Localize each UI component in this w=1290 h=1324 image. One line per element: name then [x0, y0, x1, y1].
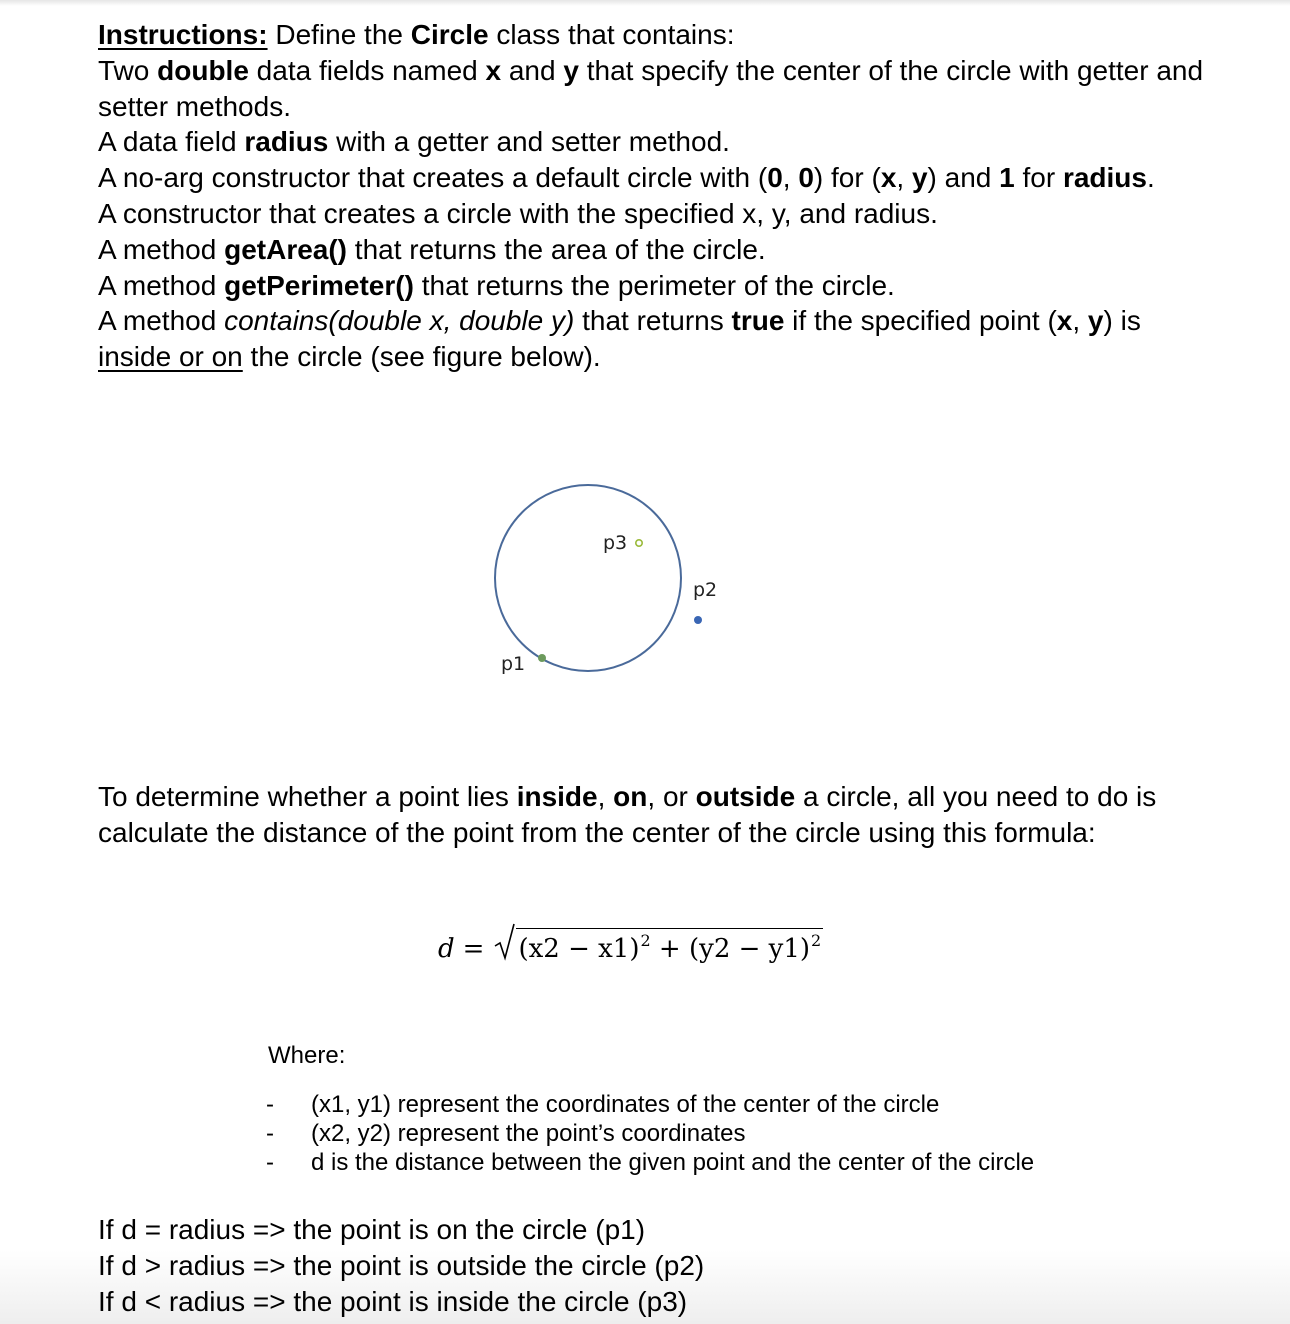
list-item-text: (x2, y2) represent the point’s coordinates	[311, 1120, 746, 1147]
formula-lhs: d	[438, 934, 455, 964]
text-bold: Circle	[410, 19, 489, 50]
text-italic: contains(double x, double y)	[224, 305, 575, 337]
text: the circle (see figure below).	[242, 341, 601, 373]
text: A method	[98, 305, 225, 337]
text: that specify the center of the circle with getter and setter methods.	[98, 54, 1204, 122]
text: A method	[98, 233, 225, 265]
text-bold: 0	[798, 162, 814, 194]
text: Two	[98, 54, 158, 86]
circle-figure	[480, 470, 740, 690]
text: if the specified point (	[784, 305, 1057, 337]
text-bold: radius	[244, 126, 329, 158]
rule-inside: If d < radius => the point is inside the circle (p3)	[98, 1286, 688, 1317]
text-bold: y	[911, 162, 928, 194]
bullet-dash: -	[266, 1120, 274, 1147]
text: Define the	[267, 19, 411, 50]
text-underlined: inside or on	[98, 341, 243, 373]
instruction-constructor: A constructor that creates a circle with the specified x, y, and radius.	[98, 197, 938, 229]
text: A data field	[98, 126, 245, 158]
bullet-dash: -	[266, 1149, 274, 1176]
text: , or	[647, 781, 696, 812]
text: that returns the perimeter of the circle.	[413, 269, 895, 301]
text: ,	[782, 162, 799, 194]
p3-dot	[636, 540, 642, 546]
circle-diagram	[480, 470, 740, 690]
formula-radicand	[516, 928, 823, 964]
text: To determine whether a point lies	[98, 781, 517, 812]
text-bold: getArea()	[224, 233, 348, 265]
where-label: Where:	[268, 1042, 346, 1069]
instruction-get-perimeter	[98, 268, 1218, 304]
instructions-block	[98, 17, 1218, 375]
text: with a getter and setter method.	[328, 126, 730, 158]
instruction-noarg-constructor	[98, 160, 1218, 196]
instruction-get-area	[98, 232, 1218, 268]
text: ,	[1072, 305, 1088, 337]
list-item-text: d is the distance between the given point and the center of the circle	[311, 1149, 1035, 1176]
text-bold: y	[563, 54, 579, 86]
text: that returns the area of the circle.	[347, 233, 766, 265]
p1-label: p1	[501, 653, 526, 675]
top-divider	[0, 0, 1290, 6]
text: class that contains:	[488, 19, 735, 50]
text: .	[1146, 162, 1155, 194]
text-bold: x	[1056, 305, 1073, 337]
text: ,	[896, 162, 912, 194]
text: A no-arg constructor that creates a default circle with (	[98, 162, 768, 194]
circle-outline	[495, 485, 681, 671]
radical-sign-icon	[494, 922, 516, 962]
text-bold: y	[1087, 305, 1104, 337]
formula-exponent: 2	[640, 931, 651, 950]
text-bold: 0	[767, 162, 783, 194]
formula-plus: +	[650, 934, 689, 964]
instructions-intro	[98, 17, 1218, 53]
text: ) is	[1103, 305, 1141, 337]
list-item	[266, 1119, 1166, 1148]
text-bold: on	[613, 781, 648, 812]
text: ) for (	[813, 162, 881, 194]
text: A method	[98, 269, 225, 301]
text-bold: true	[731, 305, 785, 337]
distance-formula	[438, 928, 823, 972]
formula-term-x: (x2 − x1)	[518, 934, 640, 964]
text-bold: outside	[695, 781, 796, 812]
bullet-dash: -	[266, 1091, 274, 1118]
instructions-heading: Instructions:	[98, 19, 268, 50]
explanation-paragraph	[98, 779, 1218, 851]
square-root	[494, 928, 823, 964]
p3-label: p3	[603, 532, 628, 554]
text-bold: x	[880, 162, 897, 194]
formula-exponent: 2	[811, 931, 822, 950]
text-bold: inside	[516, 781, 598, 812]
instruction-contains	[98, 303, 1218, 375]
p2-label: p2	[693, 579, 718, 601]
instruction-field-radius	[98, 124, 1218, 160]
text: data fields named	[248, 54, 486, 86]
text-bold: radius	[1062, 162, 1147, 194]
formula-term-y: (y2 − y1)	[688, 934, 811, 964]
text: for	[1014, 162, 1063, 194]
text-bold: x	[485, 54, 502, 86]
p1-dot	[538, 654, 546, 662]
formula-equals: =	[462, 934, 485, 964]
text-bold: 1	[999, 162, 1015, 194]
text: a circle, all you need to do is calculate the distance of the point from the center of the circle using this formula:	[98, 781, 1157, 848]
text-bold: double	[157, 54, 249, 86]
text: that returns	[574, 305, 732, 337]
text: and	[501, 54, 564, 86]
instruction-fields-xy	[98, 53, 1218, 125]
list-item-text: (x1, y1) represent the coordinates of the center of the circle	[311, 1091, 940, 1118]
p2-dot	[694, 616, 702, 624]
where-list	[266, 1090, 1166, 1177]
list-item	[266, 1090, 1166, 1119]
text: ) and	[927, 162, 1000, 194]
rule-on: If d = radius => the point is on the circle (p1)	[98, 1214, 646, 1245]
rule-outside: If d > radius => the point is outside the circle (p2)	[98, 1250, 705, 1281]
text-bold: getPerimeter()	[224, 269, 414, 301]
rules-block	[98, 1212, 704, 1320]
list-item	[266, 1148, 1166, 1177]
text: ,	[597, 781, 614, 812]
